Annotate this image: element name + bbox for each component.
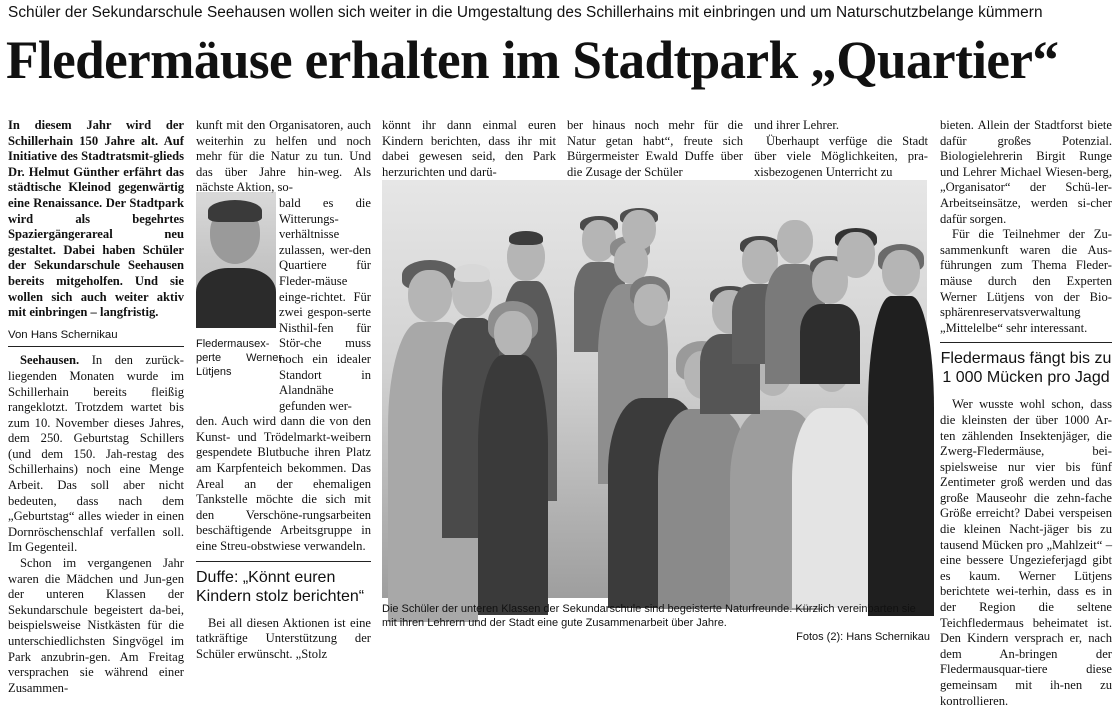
photo-caption bbox=[382, 602, 930, 644]
photo-credit: Fotos (2): Hans Schernikau bbox=[796, 631, 930, 643]
paragraph bbox=[8, 353, 184, 556]
paragraph: den. Auch wird dann die von den Kunst- und Trödelmarkt-weibern gespendete Blutbuche ihren Platz am Karpfenteich bekommen. Das Areal an der ehemaligen Tankstelle möchte die sich mit den Verschöne-rungsarbeiten beschäftigende Arbeitsgruppe in eine Streu-obstwiese verwandeln. bbox=[196, 414, 371, 554]
column-2 bbox=[196, 118, 371, 661]
column-4 bbox=[567, 118, 743, 178]
column-6 bbox=[940, 118, 1112, 708]
paragraph: könnt ihr dann einmal euren Kindern berichten, dass ihr mit dabei gewesen seid, den Park herzurichten und darü- bbox=[382, 118, 556, 179]
byline bbox=[8, 328, 184, 348]
paragraph: Schon im vergangenen Jahr waren die Mädchen und Jun-gen der unteren Klassen der Sekundarschule begeistert da-bei, beispielsweise Nistkästen für die unterschiedlichsten Singvögel im Park anzubrin-gen. Am Freitag versprachen sie während einer Zusammen- bbox=[8, 556, 184, 695]
column-5 bbox=[754, 118, 928, 178]
dateline: Seehausen. bbox=[20, 353, 80, 368]
subhead-fledermaus: Fledermaus fängt bis zu 1 000 Mücken pro Jagd bbox=[940, 342, 1112, 391]
paragraph: kunft mit den Organisatoren, auch weiterhin zu helfen und noch mehr für die Natur zu tun. Und das über Jahre hin-weg. Als nächste Aktion, so- bbox=[196, 118, 371, 195]
kicker-line: Schüler der Sekundarschule Seehausen wollen sich weiter in die Umgestaltung des Schillerhains mit einbringen und um Naturschutzbelange kümmern bbox=[8, 4, 1043, 21]
photo-caption-text: Die Schüler der unteren Klassen der Sekundarschule sind begeisterte Naturfreunde. Kürzlich vereinbarten sie mit ihren Lehrern und der Stadt eine gute Zusammenarbeit über Jahre. bbox=[382, 603, 916, 629]
paragraph: und ihrer Lehrer. bbox=[754, 118, 839, 132]
paragraph: bieten. Allein der Stadtforst biete dafür großes Potenzial. Biologielehrerin Birgit Runge und Lehrer Michael Wiesen-berg, „Organisator“ der Schü-ler-Arbeitseinsätze, werden si-cher dafür sorgen. bbox=[940, 118, 1112, 226]
paragraph: Wer wusste wohl schon, dass die kleinsten der über 1000 Ar-ten zählenden Insektenjäger, die Zwerg-Fledermäuse, bei-spielsweise nur vier bis fünf Zentimeter groß werden und das große Mauseohr die zehn-fache Größe erreicht? Dabei verspeisen die kleinen Nacht-jäger bis zu tausend Mücken pro „Mahlzeit“ – eine bessere Ungezieferjagd gibt es kaum. Werner Lütjens berichtete wei-terhin, dass es in der Region die seltene Teichfledermaus beheimatet ist. Den Kindern versprach er, nach dem An-bringen der Fledermausquar-tiere diese gemeinsam mit ih-nen zu kontrollieren. bbox=[940, 397, 1112, 708]
paragraph: Überhaupt verfüge die Stadt über viele Möglichkeiten, pra-xisbezogenen Unterricht zu bbox=[754, 133, 928, 179]
subhead-duffe: Duffe: „Könnt euren Kindern stolz berichten“ bbox=[196, 561, 371, 610]
paragraph: ber hinaus noch mehr für die Natur getan habt“, freute sich Bürgermeister Ewald Duffe über die Zusage der Schüler bbox=[567, 118, 743, 179]
column-2-float-text: bald es die Witterungs-verhältnisse zulassen, wer-den Quartiere für Fleder-mäuse einge-richtet. Für zwei gespon-serte Nisthil-fen für Stör-che muss noch ein idealer Standort in Alandnähe gefunden wer- bbox=[279, 195, 371, 413]
headline: Fledermäuse erhalten im Stadtpark „Quartier“ bbox=[6, 30, 1059, 90]
paragraph-text: In den zurück-liegenden Monaten wurde im Schillerhain bereits fleißig rangeklotzt. Trotzdem wartet bis zum 10. November dieses Jahres, dem 250. Geburtstag Schillers (und dem 150. Jah-restag des Schillerhains) noch eine Menge Arbeit. Das soll aber nicht bedeuten, dass nach dem „Geburtstag“ alles wieder in einen Dornröschenschlaf verfallen soll. Im Gegenteil. bbox=[8, 353, 184, 555]
paragraph: Für die Teilnehmer der Zu-sammenkunft waren die Aus-führungen zum Thema Fleder-mäuse durch den Experten Werner Lütjens von der Bio-sphärenreservatsverwaltung „Mittelelbe“ sehr interessant. bbox=[940, 227, 1112, 335]
lead-paragraph: In diesem Jahr wird der Schillerhain 150 Jahre alt. Auf Initiative des Stadtratsmit-glieds Dr. Helmut Günther erfährt das städtische Kleinod gegenwärtig eine Renaissance. Der Stadtpark wird als begehrtes Spaziergängerareal neu gestaltet. Dabei haben Schüler der Sekundarschule Seehausen bereits mitgeholfen. Und sie wollen sich auch weiter aktiv mit einbringen – langfristig. bbox=[8, 118, 184, 320]
byline-author: Hans Schernikau bbox=[30, 328, 118, 341]
byline-prefix: Von bbox=[8, 328, 28, 341]
paragraph: Bei all diesen Aktionen ist eine tatkräftige Unterstützung der Schüler erwünscht. „Stolz bbox=[196, 615, 371, 661]
column-1 bbox=[8, 118, 184, 695]
portrait-caption: Fledermausex-perte Werner Lütjens bbox=[196, 338, 282, 378]
column-3 bbox=[382, 118, 556, 178]
group-photo bbox=[382, 180, 927, 598]
